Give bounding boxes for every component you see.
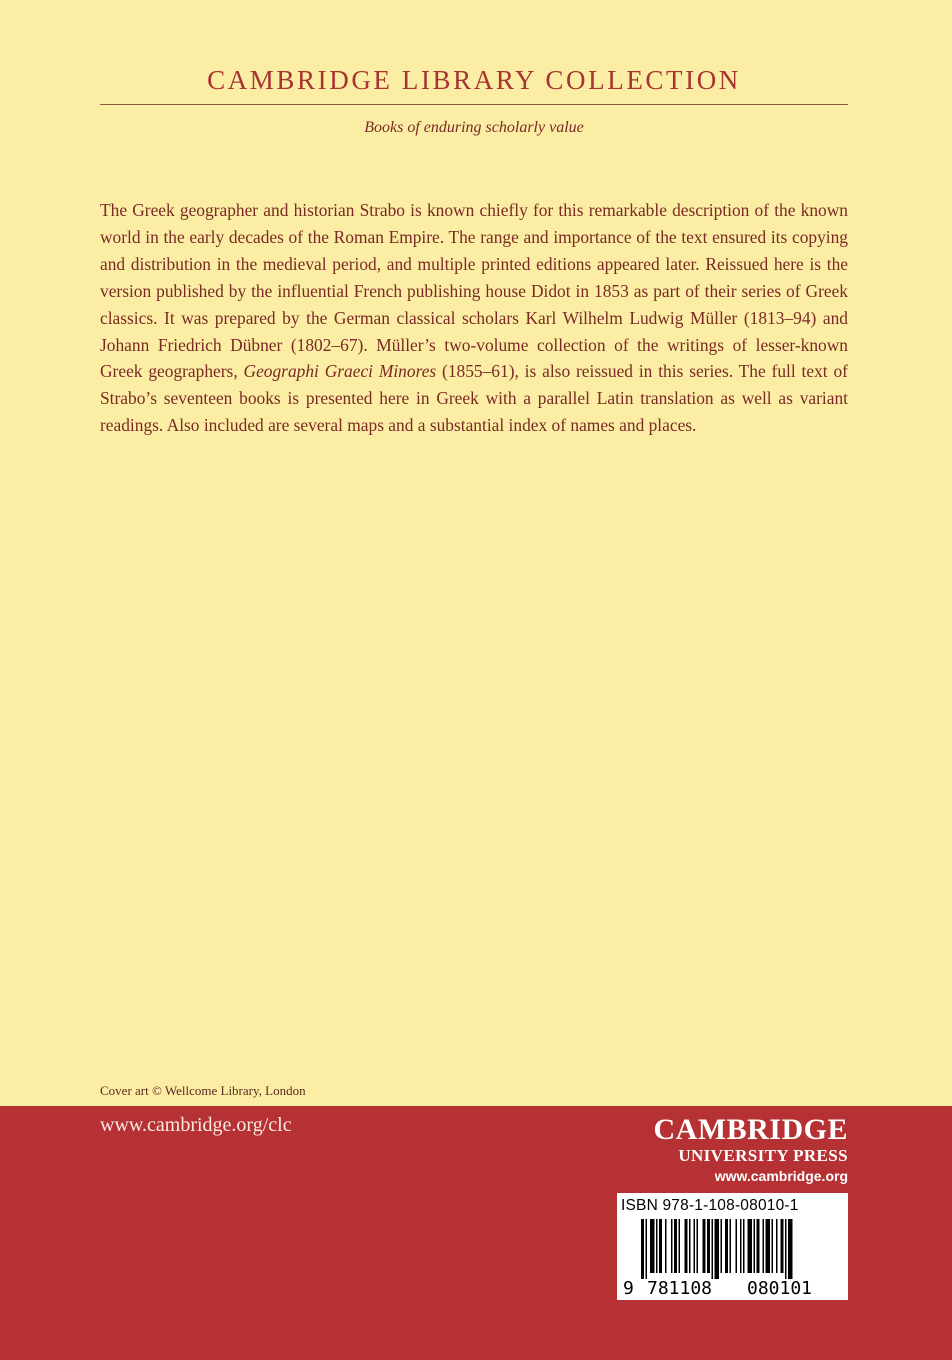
barcode-bar — [763, 1219, 765, 1273]
description-part-2: (1855–61), is also reissued in this series. The full text of Strabo’s seventeen books is presented here in Greek with a parallel Latin translation as well as variant readings. Also included are several maps and a substantial index of names and places. — [100, 361, 848, 436]
barcode-bar — [659, 1219, 662, 1273]
series-title: CAMBRIDGE LIBRARY COLLECTION — [207, 65, 741, 95]
barcode-bar — [646, 1219, 648, 1279]
barcode-bar — [641, 1219, 644, 1279]
barcode-bar — [730, 1219, 732, 1273]
barcode-bar — [665, 1219, 667, 1273]
isbn-barcode — [617, 1193, 848, 1300]
barcode-bar — [776, 1219, 778, 1273]
publisher-logo — [620, 1114, 848, 1186]
barcode-digit-first: 9 — [623, 1278, 634, 1299]
barcode-bar — [689, 1219, 691, 1273]
barcode-bar — [766, 1219, 771, 1273]
barcode-bar — [715, 1219, 720, 1279]
series-url-link[interactable]: www.cambridge.org/clc — [100, 1114, 292, 1136]
cover-art-credit: Cover art © Wellcome Library, London — [100, 1083, 306, 1098]
barcode-digits-right: 080101 — [747, 1278, 813, 1299]
barcode-bar — [656, 1219, 658, 1273]
barcode-bar — [650, 1219, 655, 1273]
isbn-label: ISBN 978-1-108-08010-1 — [621, 1197, 799, 1214]
publisher-name: CAMBRIDGE — [653, 1113, 848, 1146]
description-part-1: The Greek geographer and historian Strabo is known chiefly for this remarkable description of the known world in the early decades of the Roman Empire. The range and importance of the text ensured its copying and distribution in the medieval period, and multiple printed editions appeared later. Reissued here is the version published by the influential French publishing house Didot in 1853 as part of their series of Greek classics. It was prepared by the German classical scholars Karl Wilhelm Ludwig Müller (1813–94) and Johann Friedrich Dübner (1802–67). Müller’s two-volume collection of the writings of lesser-known Greek geographers, — [100, 200, 848, 382]
barcode-bar — [697, 1219, 699, 1273]
barcode-bar — [679, 1219, 681, 1273]
barcode-bar — [772, 1219, 774, 1273]
barcode-bar — [757, 1219, 760, 1273]
barcode-bar — [788, 1219, 793, 1279]
barcode-bar — [694, 1219, 696, 1273]
book-description — [100, 197, 848, 439]
barcode-bar — [748, 1219, 753, 1273]
barcode-bar — [785, 1219, 787, 1279]
barcode-icon — [617, 1193, 848, 1300]
barcode-bar — [707, 1219, 710, 1273]
barcode-bar — [685, 1219, 688, 1273]
barcode-bar — [781, 1219, 784, 1273]
barcode-bar — [740, 1219, 742, 1273]
description-italic-title: Geographi Graeci Minores — [243, 361, 437, 382]
series-tagline: Books of enduring scholarly value — [364, 119, 584, 136]
barcode-bar — [703, 1219, 706, 1273]
barcode-bar — [743, 1219, 745, 1273]
publisher-url: www.cambridge.org — [714, 1168, 848, 1184]
barcode-bar — [712, 1219, 714, 1279]
barcode-bar — [736, 1219, 738, 1273]
barcode-bar — [721, 1219, 723, 1273]
barcode-bar — [725, 1219, 728, 1273]
barcode-bar — [674, 1219, 677, 1273]
publisher-press: UNIVERSITY PRESS — [678, 1146, 848, 1165]
barcode-bar — [671, 1219, 673, 1273]
header-divider — [100, 104, 848, 105]
barcode-bar — [754, 1219, 756, 1273]
barcode-digits-left: 781108 — [647, 1278, 713, 1299]
